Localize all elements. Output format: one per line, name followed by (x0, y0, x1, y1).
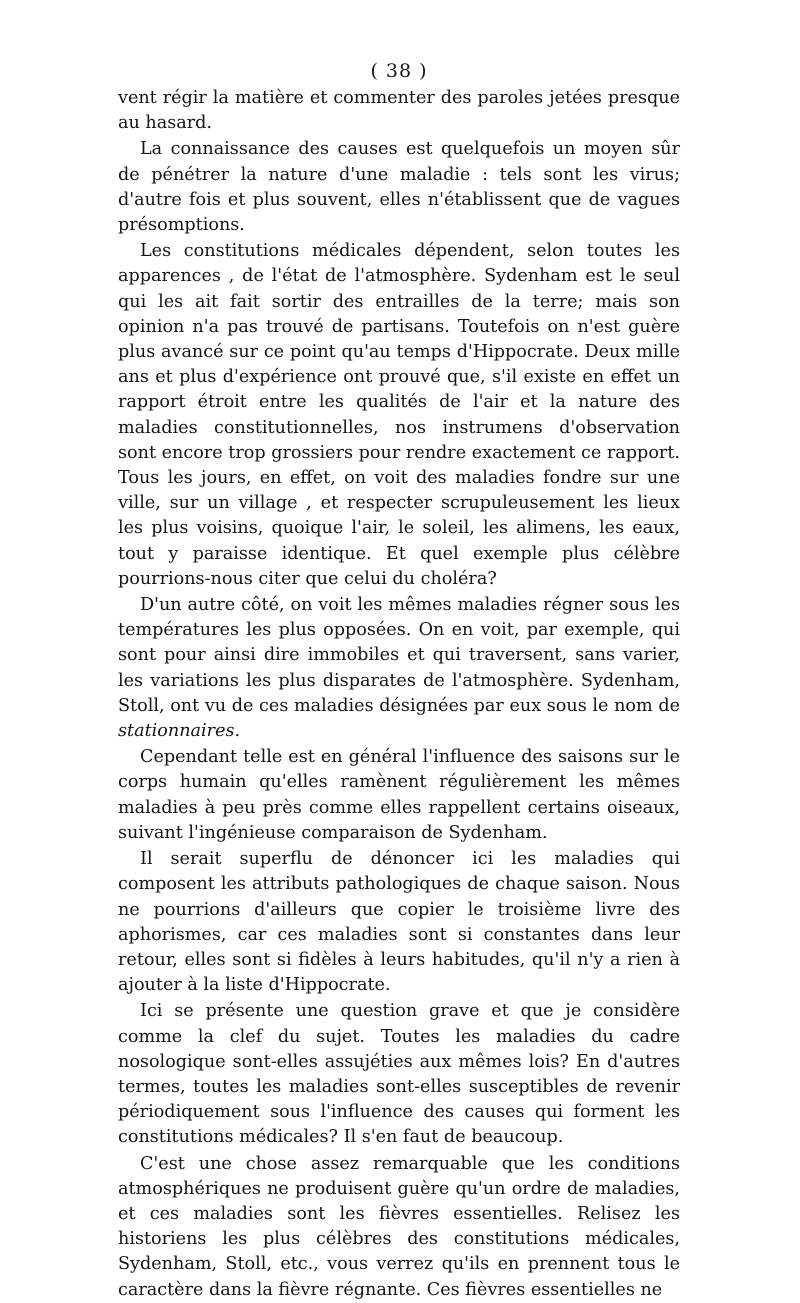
page-body (118, 86, 680, 1303)
paragraph-6: Il serait superflu de dénoncer ici les maladies qui composent les attributs pathologiques de chaque saison. Nous ne pourrions d'ailleurs que copier le troisième livre des aphorismes, car ces maladies sont si constantes dans leur retour, elles sont si fidèles à leurs habitudes, qu'il n'y a rien à ajouter à la liste d'Hippocrate. (118, 849, 680, 996)
paragraph-7: Ici se présente une question grave et que je considère comme la clef du sujet. Toutes les maladies du cadre nosologique sont-elles assujéties aux mêmes lois? En d'autres termes, toutes les maladies sont-elles susceptibles de revenir périodiquement sous l'influence des causes qui forment les constitutions médicales? Il s'en faut de beaucoup. (118, 1001, 680, 1148)
paragraph-2: La connaissance des causes est quelquefois un moyen sûr de pénétrer la nature d'une maladie : tels sont les virus; d'autre fois et plus souvent, elles n'établissent que de vagues présomptions. (118, 139, 680, 236)
paragraph-1: vent régir la matière et commenter des paroles jetées presque au hasard. (118, 88, 680, 134)
paragraph-5: Cependant telle est en général l'influence des saisons sur le corps humain qu'elles ramènent régulièrement les mêmes maladies à peu près comme elles rappellent certains oiseaux, suivant l'ingénieuse comparaison de Sydenham. (118, 747, 680, 843)
page-number: ( 38 ) (370, 60, 428, 82)
book-page (118, 56, 680, 1303)
paragraph-4-end: . (234, 721, 241, 742)
paragraph-4-text: D'un autre côté, on voit les mêmes maladies régner sous les températures les plus opposées. On en voit, par exemple, qui sont pour ainsi dire immobiles et qui traversent, sans varier, les variations les plus disparates de l'atmosphère. Sydenham, Stoll, ont vu de ces maladies désignées par eux sous le nom de (118, 595, 680, 716)
emphasis-stationnaires: stationnaires (118, 721, 235, 742)
paragraph-3: Les constitutions médicales dépendent, selon toutes les apparences , de l'état de l'atmosphère. Sydenham est le seul qui les ait fait sortir des entrailles de la terre; mais son opinion n'a pas trouvé de partisans. Toutefois on n'est guère plus avancé sur ce point qu'au temps d'Hippocrate. Deux mille ans et plus d'expérience ont prouvé que, s'il existe en effet un rapport étroit entre les qualités de l'air et la nature des maladies constitutionnelles, nos instrumens d'observation sont encore trop grossiers pour rendre exactement ce rapport. Tous les jours, en effet, on voit des maladies fondre sur une ville, sur un village , et respecter scrupuleusement les lieux les plus voisins, quoique l'air, le soleil, les alimens, les eaux, tout y paraisse identique. Et quel exemple plus célèbre pourrions-nous citer que celui du choléra? (118, 241, 680, 589)
paragraph-8: C'est une chose assez remarquable que les conditions atmosphériques ne produisent guère qu'un ordre de maladies, et ces maladies sont les fièvres essentielles. Relisez les historiens les plus célèbres des constitutions médicales, Sydenham, Stoll, etc., vous verrez qu'ils en prennent tous le caractère dans la fièvre régnante. Ces fièvres essentielles ne (118, 1153, 680, 1300)
paragraph-4 (118, 593, 680, 744)
